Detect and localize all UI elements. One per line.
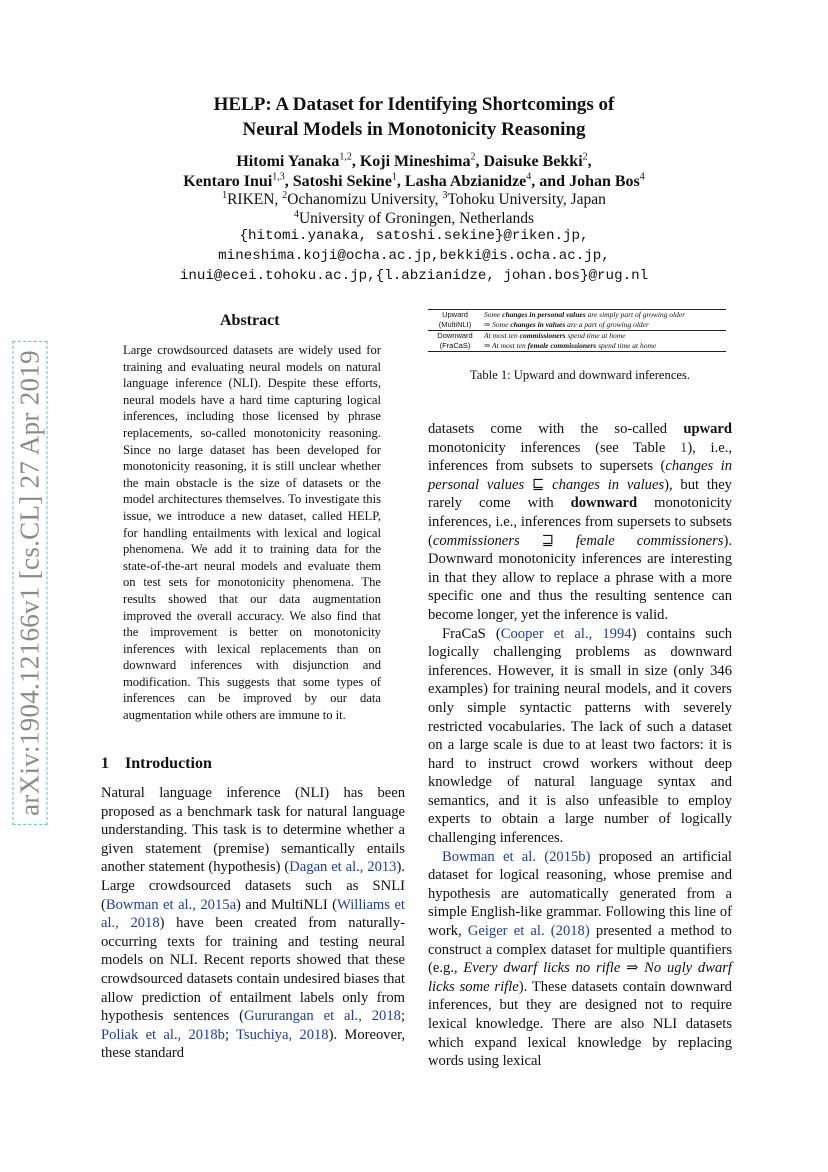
arxiv-id: arXiv:1904.12166v1 [cs.CL] 27 Apr 2019 [13,341,48,825]
affiliation-line-2: $^4$University of Groningen, Netherlands [293,208,535,227]
abstract-heading: Abstract [220,312,280,329]
paragraph: FraCaS (Cooper et al., 1994) contains such logically challenging problems as downward inferences. However, it is small in size (only 346 examples) for training neural models, and it covers only simple syntactic patterns with severely restricted vocabularies. The lack of such a dataset on a large scale is due to at least two factors: it is hard to instruct crowd workers without deep knowledge of natural language syntax and semantics, and it is also unfeasible to employ experts to obtain a large number of logically challenging inferences. [428,625,732,847]
table-row: Downward At most ten commissioners spend time at home [428,331,726,342]
author-list [0,152,828,192]
citation-link[interactable]: Tsuchiya, 2018 [236,1026,329,1043]
author-line-2: Kentaro Inui$^{1,3}$, Satoshi Sekine$^1$, Lasha Abzianidze$^4$, and Johan Bos$^4$ [183,171,645,190]
section-heading [101,755,228,773]
intro-column-left [101,784,405,1063]
title-line-1: HELP: A Dataset for Identifying Shortcomings of [213,94,615,115]
table-row: (FraCaS) ⇒ At most ten female commissioners spend time at home [428,341,726,352]
intro-column-right [428,420,732,1071]
author-line-1: Hitomi Yanaka$^{1,2}$, Koji Mineshima$^2$, Daisuke Bekki$^2$, [236,151,592,170]
table-row: Upward Some changes in personal values are simply part of growing older [428,310,726,321]
citation-link[interactable]: Bowman et al. (2015b) [442,848,591,865]
affiliation-line-1: $^1$RIKEN, $^2$Ochanomizu University, $^3$Tohoku University, Japan [222,189,606,208]
abstract-text: Large crowdsourced datasets are widely used for training and evaluating neural models on natural language inference (NLI). Despite these efforts, neural models have a hard time capturing logical inferences, including those licensed by phrase replacements, so-called monotonicity reasoning. Since no large dataset has been developed for monotonicity reasoning, it is still unclear whether the main obstacle is the size of datasets or the model architectures themselves. To investigate this issue, we introduce a new dataset, called HELP, for handling entailments with lexical and logical phenomena. We add it to training data for the state-of-the-art neural models and evaluate them on test sets for monotonicity phenomena. The results showed that our data augmentation improved the overall accuracy. We also find that the improvement is better on monotonicity inferences with lexical replacements than on downward inferences with disjunction and modification. This suggests that some types of inferences can be improved by our data augmentation while others are immune to it. [123,343,381,723]
paragraph: Bowman et al. (2015b) proposed an artificial dataset for logical reasoning, whose premise and hypothesis are automatically generated from a simple English-like grammar. Following this line of work, Geiger et al. (2018) presented a method to construct a complex dataset for multiple quantifiers (e.g., Every dwarf licks no rifle ⇒ No ugly dwarf licks some rifle). These datasets contain downward inferences, but they are designed not to require lexical knowledge. There are also NLI datasets which expand lexical knowledge by replacing words using lexical [428,848,732,1070]
section-number: 1 [101,755,109,772]
citation-link[interactable]: Geiger et al. (2018) [467,923,590,940]
citation-link[interactable]: Bowman et al., 2015a [105,896,237,913]
citation-link[interactable]: Poliak et al., 2018b [101,1026,225,1043]
title-line-2: Neural Models in Monotonicity Reasoning [242,119,586,140]
citation-link[interactable]: Williams et al., 2018 [101,896,405,932]
arxiv-stamp [14,335,46,830]
citation-link[interactable]: Dagan et al., 2013 [289,859,397,876]
email-line-1: {hitomi.yanaka, satoshi.sekine}@riken.jp, [239,228,589,244]
email-list [0,226,828,286]
citation-link[interactable]: Gururangan et al., 2018 [244,1008,401,1025]
intro-paragraph: Natural language inference (NLI) has been proposed as a benchmark task for natural language understanding. This task is to determine whether a given statement (premise) semantically entails another statement (hypothesis) (Dagan et al., 2013). Large crowdsourced datasets such as SNLI (Bowman et al., 2015a) and MultiNLI (Williams et al., 2018) have been created from naturally-occurring texts for training and testing neural models on NLI. Recent reports showed that these crowdsourced datasets contain undesired biases that allow prediction of entailment labels only from hypothesis sentences (Gururangan et al., 2018; Poliak et al., 2018b; Tsuchiya, 2018). Moreover, these standard [101,785,405,1062]
table-1 [428,309,726,352]
paper-title [0,92,828,142]
citation-link[interactable]: Cooper et al., 1994 [500,625,632,642]
email-line-3: inui@ecei.tohoku.ac.jp,{l.abzianidze, johan.bos}@rug.nl [179,268,649,284]
section-title: Introduction [125,755,212,772]
paragraph: datasets come with the so-called upward monotonicity inferences (see Table 1), i.e., inferences from subsets to supersets (changes in personal values ⊑ changes in values), but they rarely come with downward monotonicity inferences, i.e., inferences from supersets to subsets (commissioners ⊒ female commissioners). Downward monotonicity inferences are interesting in that they allow to replace a phrase with a more specific one and thus the resulting sentence can become longer, yet the inference is valid. [428,421,732,623]
table-ref-link[interactable]: 1 [680,439,688,456]
table-caption: Table 1: Upward and downward inferences. [469,368,691,382]
table-row: (MultiNLI) ⇒ Some changes in values are a part of growing older [438,320,649,329]
email-line-2: mineshima.koji@ocha.ac.jp,bekki@is.ocha.ac.jp, [218,248,610,264]
affiliations [0,190,828,228]
